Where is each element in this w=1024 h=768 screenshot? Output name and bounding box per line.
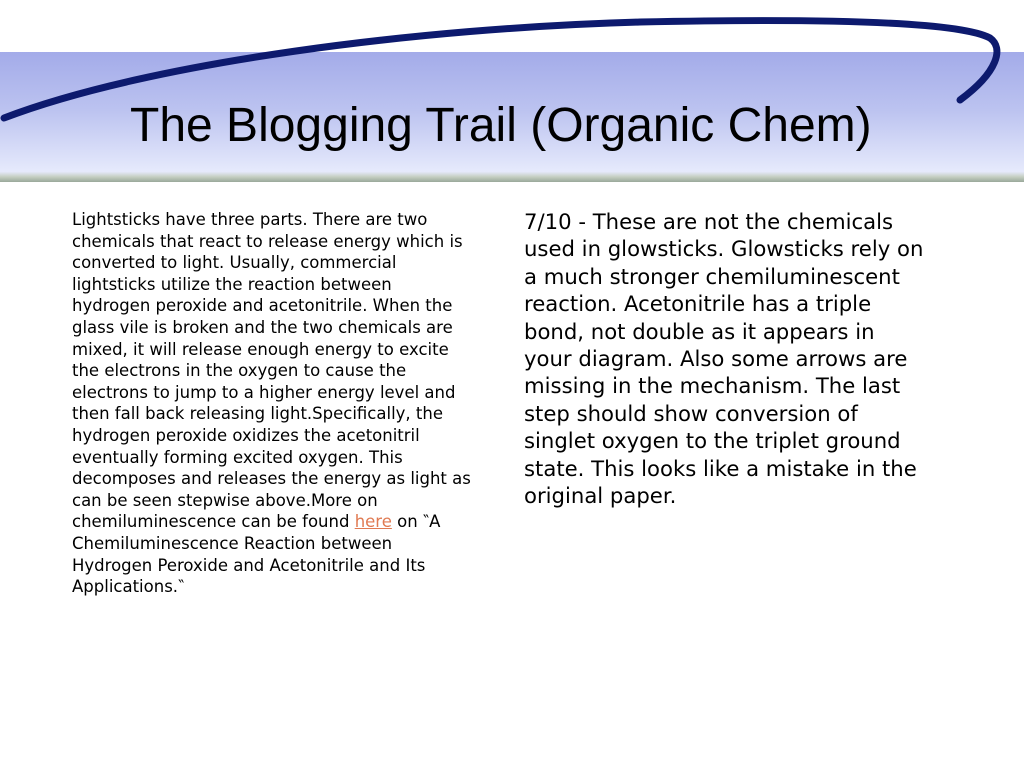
here-link[interactable]: here — [354, 512, 392, 532]
left-text-citation: on ‶A Chemiluminescence Reaction between Hydrogen Peroxide and Acetonitrile and Its Applications.‶ — [72, 512, 441, 597]
left-text-block — [72, 209, 472, 598]
slide-title: The Blogging Trail (Organic Chem) — [130, 99, 872, 152]
left-text-intro: Lightsticks have three parts. There are two chemicals that react to release energy which is converted to light. Usually, commercial lightsticks utilize the reaction between hydrogen peroxide and acetonitrile. When the glass vile is broken and the two chemicals are mixed, it will release enough energy to excite the electrons in the oxygen to cause the electrons to jump to a higher energy level and then fall back releasing light.Specifically, the hydrogen peroxide oxidizes the acetonitril eventually forming excited oxygen. This decomposes and releases the energy as light as can be seen stepwise above.More on chemiluminescence can be found — [72, 210, 471, 532]
right-text-block — [524, 208, 924, 509]
review-comment: 7/10 - These are not the chemicals used in glowsticks. Glowsticks rely on a much stronger chemiluminescent reaction. Acetonitrile has a triple bond, not double as it appears in your diagram. Also some arrows are missing in the mechanism. The last step should show conversion of singlet oxygen to the triplet ground state. This looks like a mistake in the original paper. — [524, 209, 924, 509]
